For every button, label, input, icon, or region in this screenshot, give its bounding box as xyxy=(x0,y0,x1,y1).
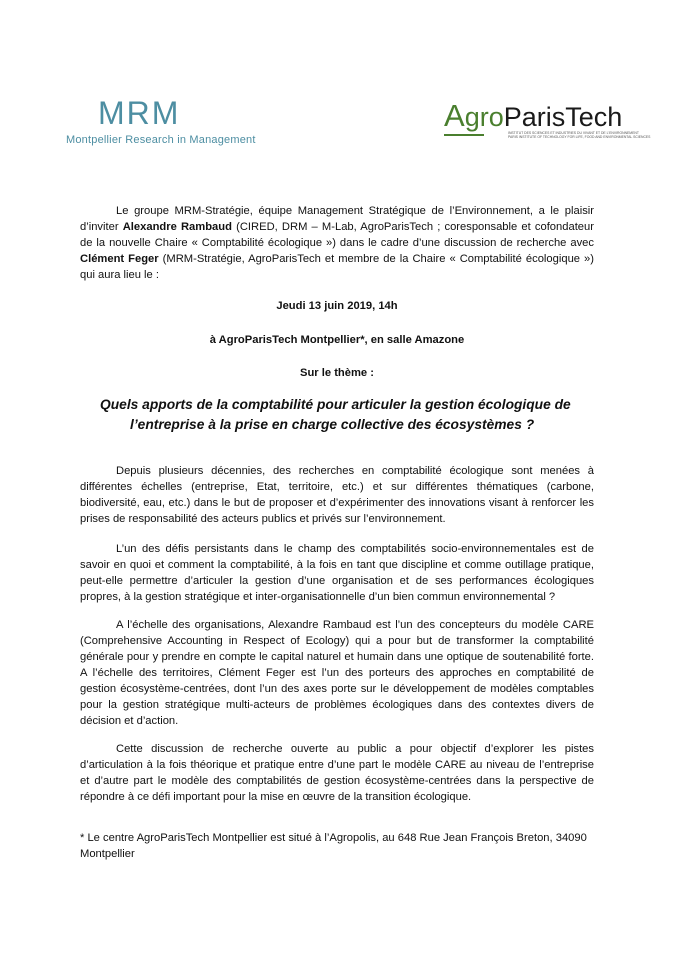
agroparistech-tagline-1: INSTITUT DES SCIENCES ET INDUSTRIES DU VIVANT ET DE L'ENVIRONNEMENT xyxy=(508,131,639,135)
body-paragraph-2: L’un des défis persistants dans le champ des comptabilités socio-environnementales est de savoir en quoi et comment la comptabilité, à la fois en tant que discipline et comme outillage pratique, peut-elle permettre d’articuler la gestion d’une organisation et de ses performances écologiques propres, à la gestion stratégique et inter-organisationnelle d’un bien commun environnemental ? xyxy=(80,543,594,603)
agroparistech-letter-a: A xyxy=(444,98,465,133)
mrm-logo xyxy=(66,95,256,156)
speaker-name-feger: Clément Feger xyxy=(80,253,159,265)
intro-paragraph xyxy=(80,203,594,283)
theme-question-line-2: l’entreprise à la prise en charge collective des écosystèmes ? xyxy=(130,417,535,432)
event-date: Jeudi 13 juin 2019, 14h xyxy=(276,300,398,312)
agroparistech-paristech: ParisTech xyxy=(503,102,623,132)
theme-question xyxy=(100,395,620,435)
mrm-logo-letters: MRM xyxy=(98,95,181,131)
agroparistech-logo xyxy=(444,98,651,151)
speaker-name-rambaud: Alexandre Rambaud xyxy=(122,221,232,233)
mrm-logo-subtitle: Montpellier Research in Management xyxy=(66,134,256,146)
footnote: * Le centre AgroParisTech Montpellier est situé à l’Agropolis, au 648 Rue Jean François Breton, 34090 Montpellier xyxy=(80,832,587,860)
intro-text-1: Le groupe MRM-Stratégie, équipe Management Stratégique de l’Environnement, a le plaisir d’inviter xyxy=(80,205,594,233)
agroparistech-tagline-2: PARIS INSTITUTE OF TECHNOLOGY FOR LIFE, FOOD AND ENVIRONMENTAL SCIENCES xyxy=(508,135,651,140)
agroparistech-tagline xyxy=(508,131,650,140)
intro-text-2: (CIRED, DRM – M-Lab, AgroParisTech ; coresponsable et cofondateur de la nouvelle Chaire « Comptabilité écologique ») dans le cadre d’une discussion de recherche avec xyxy=(80,221,594,249)
theme-label: Sur le thème : xyxy=(300,367,374,379)
body-paragraph-3: A l’échelle des organisations, Alexandre Rambaud est l’un des concepteurs du modèle CARE (Comprehensive Accounting in Respect of Ecology) qui a pour but de transformer la comptabilité générale pour y prendre en compte le capital naturel et humain dans une optique de soutenabilité forte. A l’échelle des territoires, Clément Feger est l’un des porteurs des approches en comptabilité de gestion écosystème-centrées, dont l’un des axes porte sur le développement de modèles comptables pour la gestion stratégique multi-acteurs de problèmes écologiques dans des contextes divers de décision et d’action. xyxy=(80,619,594,727)
body-paragraph-1: Depuis plusieurs décennies, des recherches en comptabilité écologique sont menées à différentes échelles (entreprise, Etat, territoire, etc.) et sur différentes thématiques (carbone, biodiversité, eau, etc.) dans le but de proposer et d’expérimenter des innovations visant à renforcer les prises de responsabilité des acteurs publics et privés sur l’environnement. xyxy=(80,465,594,525)
theme-question-line-1: Quels apports de la comptabilité pour articuler la gestion écologique de xyxy=(100,397,571,412)
agroparistech-gro: gro xyxy=(464,102,504,132)
intro-text-3: (MRM-Stratégie, AgroParisTech et membre de la Chaire « Comptabilité écologique ») qui aura lieu le : xyxy=(80,253,594,281)
agroparistech-underline xyxy=(444,134,484,136)
agroparistech-wordmark xyxy=(444,98,623,133)
event-location: à AgroParisTech Montpellier*, en salle Amazone xyxy=(209,334,465,346)
body-paragraph-4: Cette discussion de recherche ouverte au public a pour objectif d’explorer les pistes d’articulation à la fois théorique et pratique entre d’une part le modèle CARE au niveau de l’entreprise et d’autre part le modèle des comptabilités de gestion écosystème-centrées dans la perspective de répondre à ce défi important pour la mise en œuvre de la transition écologique. xyxy=(80,743,594,803)
